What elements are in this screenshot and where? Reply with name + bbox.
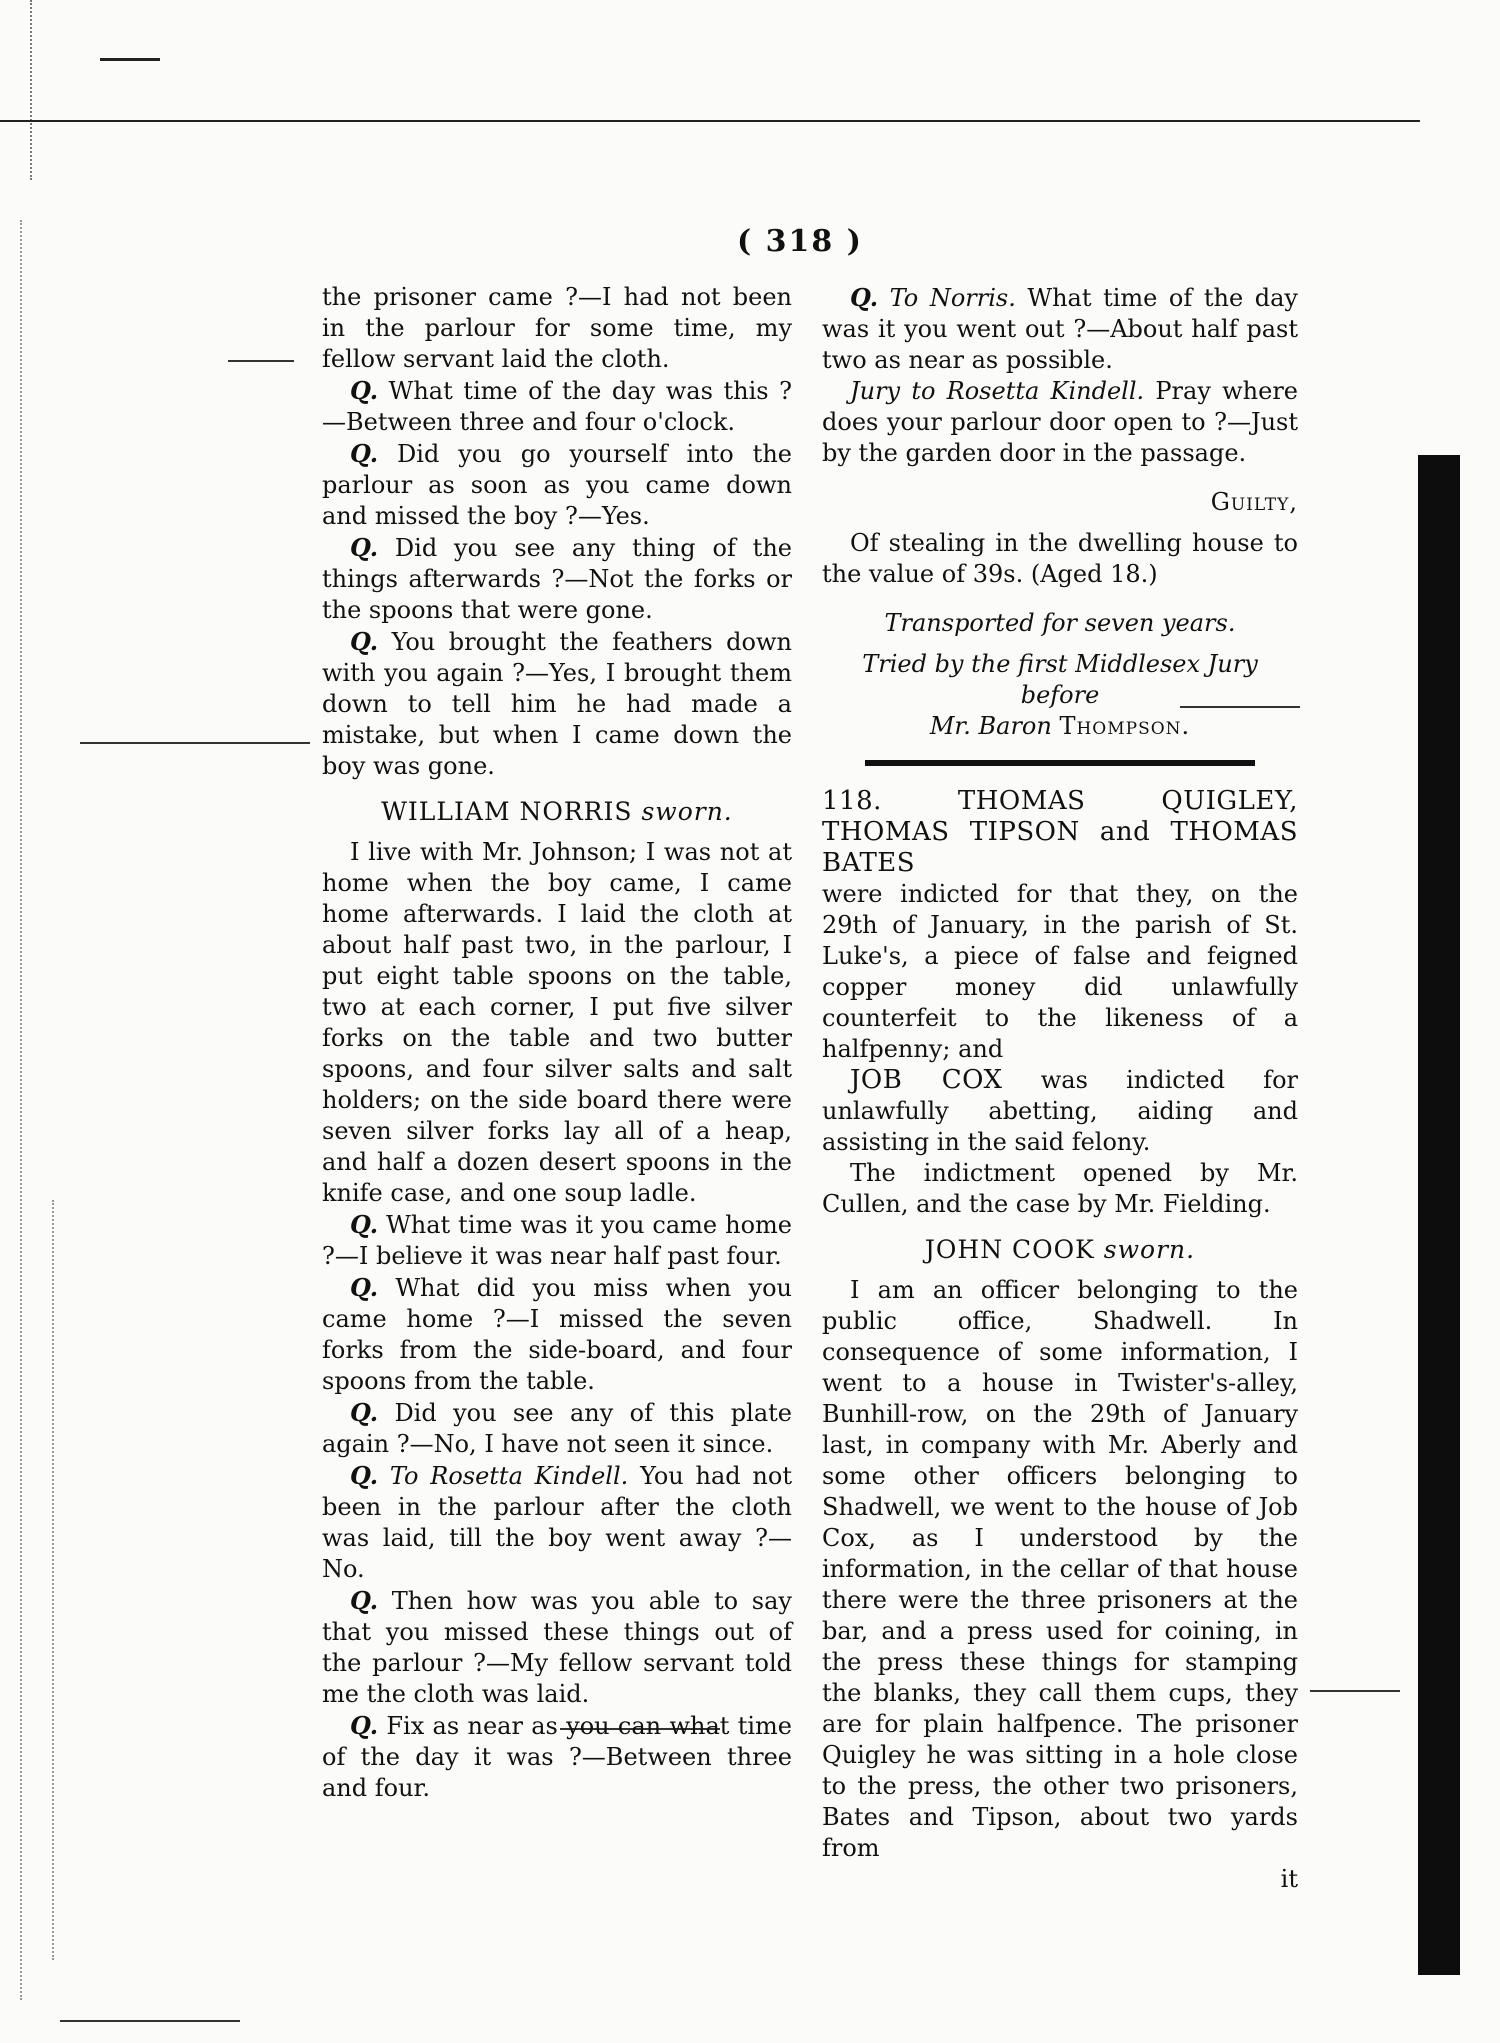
spacer (822, 590, 1298, 608)
testimony-paragraph: I live with Mr. Johnson; I was not at home when the boy came, I came home afterwards. I laid the cloth at about half past two, in the parlour, I put eight table spoons on the table, two at each corner, I put five silver forks on the table and two butter spoons, and four silver salts and salt holders; on the side board there were seven silver forks lay all of a heap, and half a dozen desert spoons in the knife case, and one soup ladle. (322, 838, 792, 1207)
scan-edge-mark (20, 220, 22, 2000)
case-defendants (822, 786, 1298, 879)
addressee: To Rosetta Kindell. (389, 1462, 629, 1490)
witness-heading (822, 1234, 1298, 1265)
spacer (822, 469, 1298, 487)
scan-stray-mark (60, 2020, 240, 2022)
defendant-names: THOMAS QUIGLEY, THOMAS TIPSON and THOMAS BATES (822, 786, 1298, 878)
question-paragraph (322, 626, 792, 782)
right-column (822, 282, 1298, 1895)
scan-edge-bar (1418, 455, 1460, 1975)
judge-line (822, 711, 1298, 742)
scan-edge-mark (0, 0, 32, 180)
question-mark-label: Q. (350, 1273, 379, 1302)
scan-stray-mark (228, 360, 294, 362)
counsel-paragraph: The indictment opened by Mr. Cullen, and the case by Mr. Fielding. (822, 1159, 1298, 1218)
scan-stray-mark (1310, 1690, 1400, 1692)
jury-question-paragraph (822, 376, 1298, 469)
question-paragraph (322, 1585, 792, 1710)
paragraph-text: What time of the day was this ?—Between three and four o'clock. (322, 377, 792, 436)
paragraph-text: What time of the day was it you went out ?—About half past two as near as possible. (822, 284, 1298, 374)
question-paragraph (322, 375, 792, 438)
question-paragraph (322, 1272, 792, 1397)
indictment-text: were indicted for that they, on the 29th of January, in the parish of St. Luke's, a piece of false and feigned copper money did unlawfully counterfeit to the likeness of a halfpenny; and (822, 880, 1298, 1063)
question-mark-label: Q. (350, 627, 379, 656)
case-separator-rule (865, 760, 1255, 766)
witness-name: JOHN COOK (924, 1235, 1095, 1264)
paragraph-text: What time was it you came home ?—I believe it was near half past four. (322, 1211, 792, 1270)
paragraph-text: Fix as near as you can what time of the day it was ?—Between three and four. (322, 1712, 792, 1802)
paragraph-text: Did you go yourself into the parlour as soon as you came down and missed the boy ?—Yes. (322, 440, 792, 530)
paragraph-text: Pray where does your parlour door open to ?—Just by the garden door in the passage. (822, 377, 1298, 467)
sworn-label: sworn. (641, 797, 733, 826)
page-number: ( 318 ) (737, 224, 863, 259)
question-paragraph (322, 532, 792, 626)
verdict-guilty: Guilty, (1210, 488, 1298, 516)
witness-heading (322, 796, 792, 827)
catchword: it (1280, 1865, 1298, 1893)
case-number: 118. (822, 786, 882, 816)
question-paragraph (322, 438, 792, 532)
verdict-sentence: Transported for seven years. (884, 609, 1236, 637)
question-mark-label: Q. (350, 533, 379, 562)
question-paragraph (322, 1710, 792, 1804)
question-mark-label: Q. (350, 1711, 379, 1740)
paragraph: the prisoner came ?—I had not been in the parlour for some time, my fellow servant laid the cloth. (322, 283, 792, 373)
question-mark-label: Q. (350, 1210, 379, 1239)
paragraph-text: was indicted for unlawfully abetting, aiding and assisting in the said felony. (822, 1066, 1298, 1156)
question-paragraph (822, 282, 1298, 376)
addressee: Jury to Rosetta Kindell. (850, 377, 1145, 405)
spacer (822, 518, 1298, 528)
question-mark-label: Q. (350, 1586, 379, 1615)
question-mark-label: Q. (350, 1398, 379, 1427)
testimony-paragraph: I am an officer belonging to the public office, Shadwell. In consequence of some information, I went to a house in Twister's-alley, Bunhill-row, on the 29th of January last, in company with Mr. Aberly and some other officers belonging to Shadwell, we went to the house of Job Cox, as I understood by the information, in the cellar of that house there were the three prisoners at the bar, and a press used for coining, in the press these things for stamping the blanks, they call them cups, they are for plain halfpence. The prisoner Quigley he was sitting in a hole close to the press, the other two prisoners, Bates and Tipson, about two yards from (822, 1276, 1298, 1862)
scan-stray-mark (80, 742, 310, 744)
left-column (322, 282, 792, 1804)
paragraph-text: What did you miss when you came home ?—I missed the seven forks from the side-board, and four spoons from the table. (322, 1274, 792, 1395)
scan-top-rule (0, 120, 1420, 122)
spacer (822, 639, 1298, 649)
accessory-paragraph (822, 1065, 1298, 1158)
question-mark-label: Q. (350, 1461, 379, 1490)
judge-name: Thompson. (1059, 712, 1191, 740)
accessory-name: JOB COX (850, 1065, 1003, 1095)
verdict-offence: Of stealing in the dwelling house to the value of 39s. (Aged 18.) (822, 529, 1298, 588)
judge-prefix: Mr. Baron (929, 712, 1052, 740)
question-mark-label: Q. (850, 283, 879, 312)
scan-edge-mark (52, 1200, 54, 1960)
paragraph-text: Then how was you able to say that you missed these things out of the parlour ?—My fellow servant told me the cloth was laid. (322, 1587, 792, 1708)
question-mark-label: Q. (350, 439, 379, 468)
scan-stray-mark (100, 58, 160, 61)
witness-name: WILLIAM NORRIS (381, 797, 633, 826)
question-paragraph (322, 1397, 792, 1460)
paragraph-text: You had not been in the parlour after the cloth was laid, till the boy went away ?—No. (322, 1462, 792, 1583)
sworn-label: sworn. (1103, 1235, 1196, 1264)
question-paragraph (322, 1460, 792, 1585)
question-paragraph (322, 1209, 792, 1272)
paragraph-text: You brought the feathers down with you again ?—Yes, I brought them down to tell him he had made a mistake, but when I came down the boy was gone. (322, 628, 792, 780)
paragraph-text: Did you see any thing of the things afterwards ?—Not the forks or the spoons that were gone. (322, 534, 792, 624)
tried-by-line: Tried by the first Middlesex Jury before (862, 650, 1258, 709)
addressee: To Norris. (889, 284, 1016, 312)
question-mark-label: Q. (350, 376, 379, 405)
paragraph-text: Did you see any of this plate again ?—No, I have not seen it since. (322, 1399, 792, 1458)
